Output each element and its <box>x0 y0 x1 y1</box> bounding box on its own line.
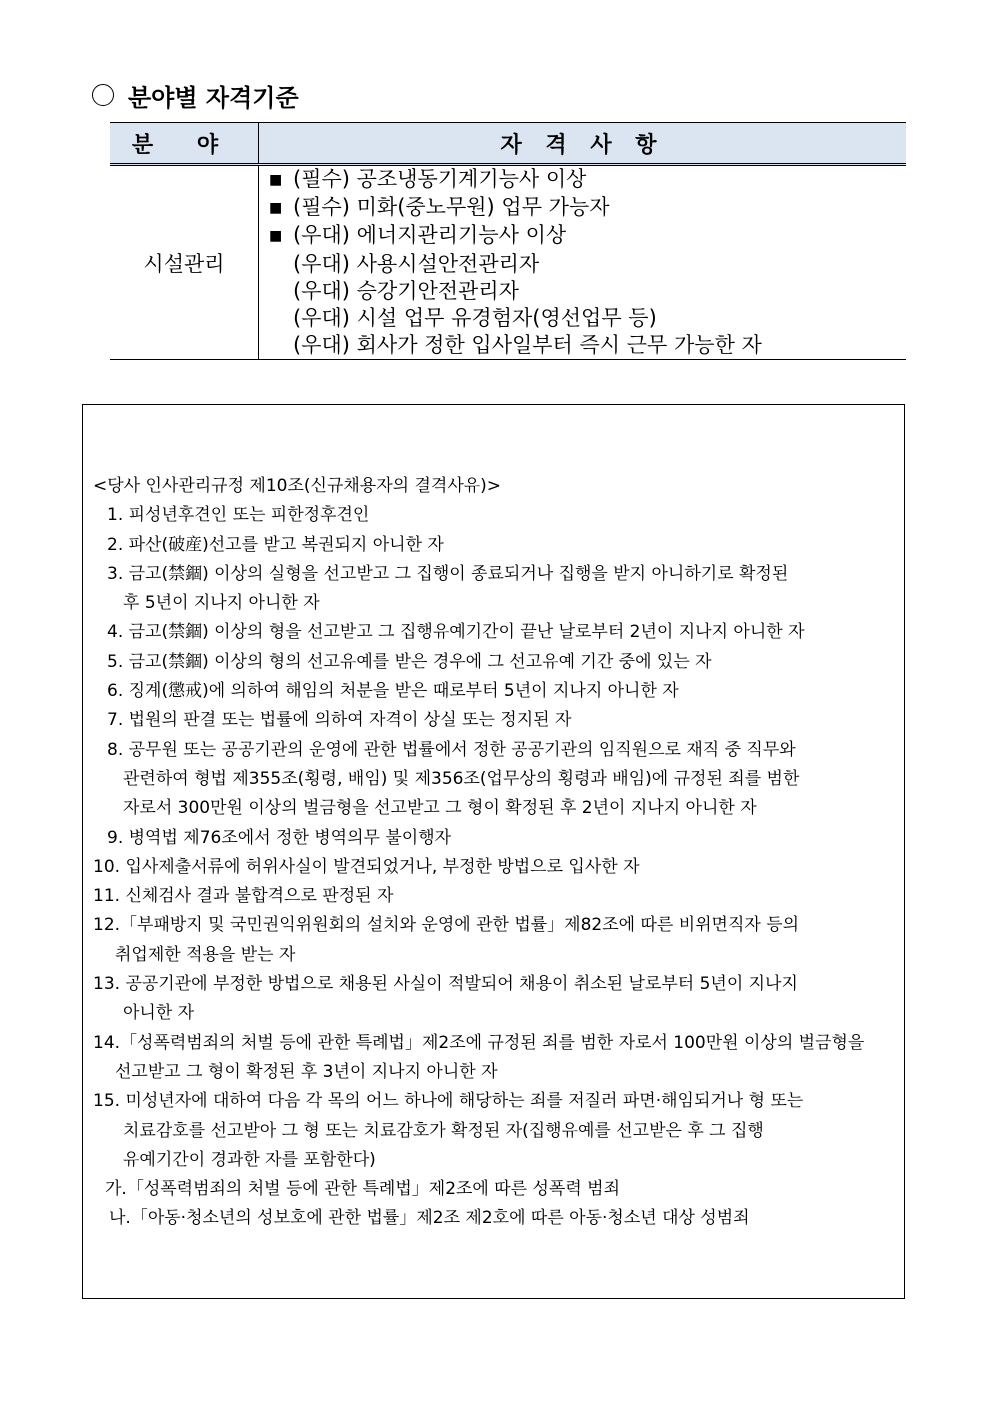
sub-item: 나.「아동·청소년의 성보호에 관한 법률」제2조 제2호에 따른 아동·청소년 대상 성범죄 <box>109 1208 750 1229</box>
list-item-continuation: 선고받고 그 형이 확정된 후 3년이 지나지 아니한 자 <box>115 1061 498 1082</box>
list-item: 5. 금고(禁錮) 이상의 형의 선고유예를 받은 경우에 그 선고유예 기간 중에 있는 자 <box>107 651 712 672</box>
list-item: 13. 공공기관에 부정한 방법으로 채용된 사실이 적발되어 채용이 취소된 날로부터 5년이 지나지 <box>93 974 798 995</box>
qualification-text: (우대) 시설 업무 유경험자(영선업무 등) <box>293 306 657 331</box>
list-item <box>269 332 906 359</box>
list-item: 12.「부패방지 및 국민권익위원회의 설치와 운영에 관한 법률」제82조에 따른 비위면직자 등의 <box>93 915 800 936</box>
section-heading <box>92 78 299 112</box>
section-title: 분야별 자격기준 <box>128 82 299 112</box>
list-item: 10. 입사제출서류에 허위사실이 발견되었거나, 부정한 방법으로 입사한 자 <box>93 856 640 877</box>
qualification-text: (필수) 미화(중노무원) 업무 가능자 <box>293 195 610 220</box>
table-header-row <box>110 123 906 165</box>
list-item <box>269 251 906 278</box>
qualification-text: (우대) 사용시설안전관리자 <box>293 251 540 276</box>
list-item-continuation: 취업제한 적용을 받는 자 <box>115 944 296 965</box>
disqualification-content <box>93 472 898 1234</box>
circle-bullet-icon <box>92 84 114 106</box>
list-item: 2. 파산(破産)선고를 받고 복권되지 아니한 자 <box>107 534 444 555</box>
disqualification-box <box>82 404 905 1299</box>
square-bullet-icon: ■ <box>269 200 283 217</box>
qualification-text: (우대) 에너지관리기능사 이상 <box>293 223 567 248</box>
list-item-continuation: 치료감호를 선고받아 그 형 또는 치료감호가 확정된 자(집행유예를 선고받은 후 그 집행 <box>123 1120 764 1141</box>
list-item-continuation: 자로서 300만원 이상의 벌금형을 선고받고 그 형이 확정된 후 2년이 지나지 아니한 자 <box>123 798 757 819</box>
list-item: 14.「성폭력범죄의 처벌 등에 관한 특례법」제2조에 규정된 죄를 범한 자로서 100만원 이상의 벌금형을 <box>93 1032 865 1053</box>
header-field: 분 야 <box>110 123 259 165</box>
field-cell: 시설관리 <box>110 165 259 360</box>
list-item: 15. 미성년자에 대하여 다음 각 목의 어느 하나에 해당하는 죄를 저질러 파면·해임되거나 형 또는 <box>93 1091 804 1112</box>
list-item: 8. 공무원 또는 공공기관의 운영에 관한 법률에서 정한 공공기관의 임직원으로 재직 중 직무와 <box>107 739 796 760</box>
qualification-table <box>110 122 906 360</box>
list-item <box>269 278 906 305</box>
square-bullet-icon: ■ <box>269 228 283 245</box>
qualification-text: (필수) 공조냉동기계기능사 이상 <box>293 167 587 191</box>
list-item: 1. 피성년후견인 또는 피한정후견인 <box>107 505 370 526</box>
square-bullet-icon: ■ <box>269 172 283 188</box>
table-row <box>110 165 906 360</box>
list-item: 7. 법원의 판결 또는 법률에 의하여 자격이 상실 또는 정지된 자 <box>107 710 572 731</box>
qualification-text: (우대) 승강기안전관리자 <box>293 278 519 303</box>
header-qualifications: 자 격 사 항 <box>259 123 907 165</box>
list-item-continuation: 유예기간이 경과한 자를 포함한다) <box>123 1149 376 1170</box>
list-item <box>269 222 906 250</box>
list-item: 6. 징계(懲戒)에 의하여 해임의 처분을 받은 때로부터 5년이 지나지 아니한 자 <box>107 681 679 702</box>
list-item-continuation: 후 5년이 지나지 아니한 자 <box>123 593 320 614</box>
list-item-continuation: 아니한 자 <box>123 1003 195 1024</box>
list-item <box>269 194 906 222</box>
qualification-list <box>259 166 906 359</box>
list-item: 9. 병역법 제76조에서 정한 병역의무 불이행자 <box>107 827 452 848</box>
list-item: 11. 신체검사 결과 불합격으로 판정된 자 <box>93 886 394 907</box>
list-item: 4. 금고(禁錮) 이상의 형을 선고받고 그 집행유예기간이 끝난 날로부터 2년이 지나지 아니한 자 <box>107 622 805 643</box>
list-item <box>269 305 906 332</box>
sub-item: 가.「성폭력범죄의 처벌 등에 관한 특례법」제2조에 따른 성폭력 범죄 <box>105 1179 621 1200</box>
box-title: <당사 인사관리규정 제10조(신규채용자의 결격사유)> <box>93 476 502 496</box>
qualification-text: (우대) 회사가 정한 입사일부터 즉시 근무 가능한 자 <box>293 333 762 358</box>
list-item: 3. 금고(禁錮) 이상의 실형을 선고받고 그 집행이 종료되거나 집행을 받지 아니하기로 확정된 <box>107 563 789 584</box>
list-item-continuation: 관련하여 형법 제355조(횡령, 배임) 및 제356조(업무상의 횡령과 배임)에 규정된 죄를 범한 <box>123 768 800 789</box>
qualifications-cell <box>259 165 907 360</box>
list-item <box>269 166 906 194</box>
